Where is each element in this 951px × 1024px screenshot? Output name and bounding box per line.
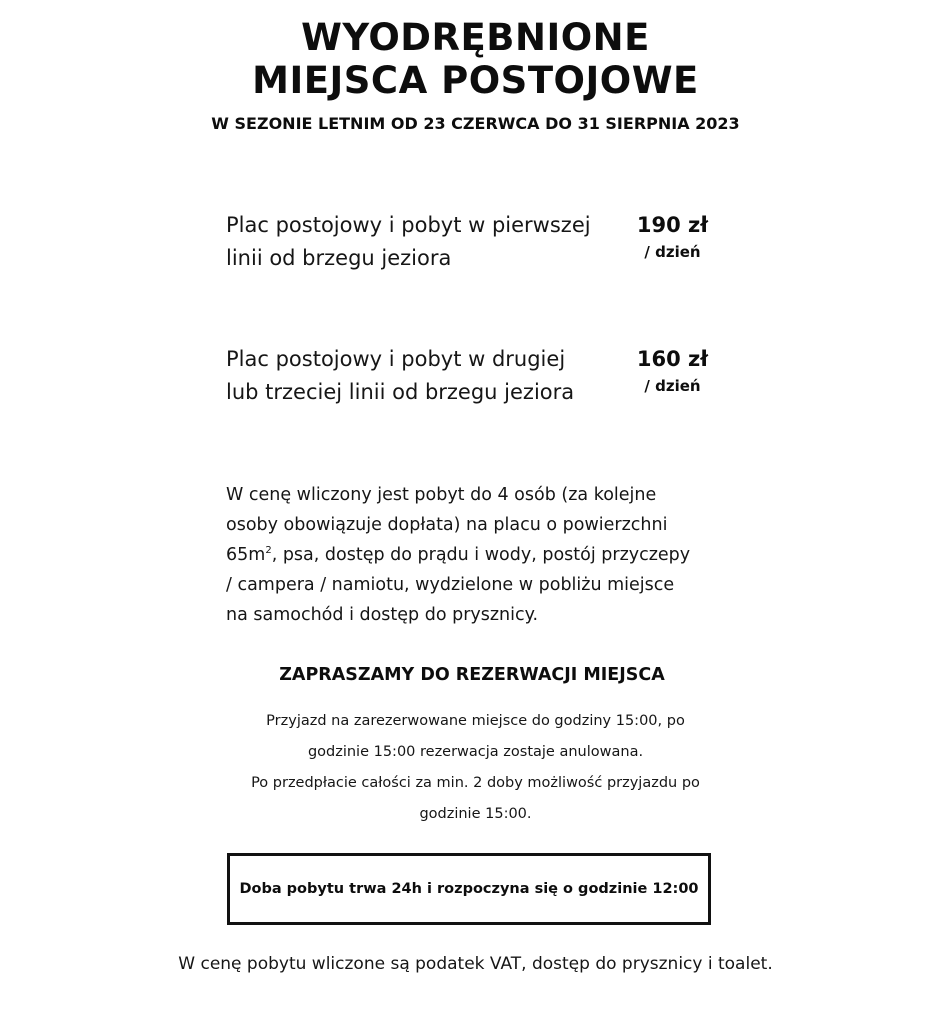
page-title-line-1: WYODRĘBNIONE: [301, 16, 650, 59]
area-superscript: 2: [265, 545, 272, 557]
rules-line: godzinie 15:00 rezerwacja zostaje anulowana.: [307, 744, 644, 760]
vat-footer-note: W cenę pobytu wliczone są podatek VAT, dostęp do prysznicy i toalet.: [178, 954, 773, 974]
season-subtitle: W SEZONIE LETNIM OD 23 CZERWCA DO 31 SIERPNIA 2023: [211, 114, 740, 133]
description-text: , psa, dostęp do prądu i wody, postój przyczepy: [271, 545, 691, 565]
rules-line: Przyjazd na zarezerwowane miejsce do godziny 15:00, po: [266, 713, 685, 729]
offer-first-line-price: [620, 210, 725, 264]
stay-duration-notice-box: [227, 853, 711, 925]
description-line: [226, 540, 726, 570]
description-line: W cenę wliczony jest pobyt do 4 osób (za kolejne: [226, 485, 657, 505]
reservation-invite-heading: ZAPRASZAMY DO REZERWACJI MIEJSCA: [279, 665, 665, 685]
offer-first-line: [226, 209, 626, 275]
arrival-rules: [0, 706, 951, 830]
offer-second-line: [226, 343, 626, 409]
description-line: na samochód i dostęp do prysznicy.: [226, 605, 539, 625]
offer-second-line-text-2: lub trzeciej linii od brzegu jeziora: [226, 380, 575, 404]
price-amount: 190 zł: [636, 213, 709, 237]
offer-first-line-text-2: linii od brzegu jeziora: [226, 246, 452, 270]
included-description: [226, 480, 726, 630]
price-unit: / dzień: [644, 377, 701, 395]
description-line: osoby obowiązuje dopłata) na placu o powierzchni: [226, 515, 668, 535]
price-unit: / dzień: [644, 243, 701, 261]
offer-first-line-text-1: Plac postojowy i pobyt w pierwszej: [226, 213, 591, 237]
stay-duration-notice: Doba pobytu trwa 24h i rozpoczyna się o godzinie 12:00: [239, 881, 699, 897]
description-line: / campera / namiotu, wydzielone w pobliżu miejsce: [226, 575, 675, 595]
area-value: 65m: [226, 545, 266, 565]
rules-line: godzinie 15:00.: [419, 806, 532, 822]
offer-second-line-text-1: Plac postojowy i pobyt w drugiej: [226, 347, 566, 371]
rules-line: Po przedpłacie całości za min. 2 doby możliwość przyjazdu po: [251, 775, 700, 791]
price-amount: 160 zł: [636, 347, 709, 371]
offer-second-line-price: [620, 344, 725, 398]
page-title-line-2: MIEJSCA POSTOJOWE: [252, 59, 699, 102]
